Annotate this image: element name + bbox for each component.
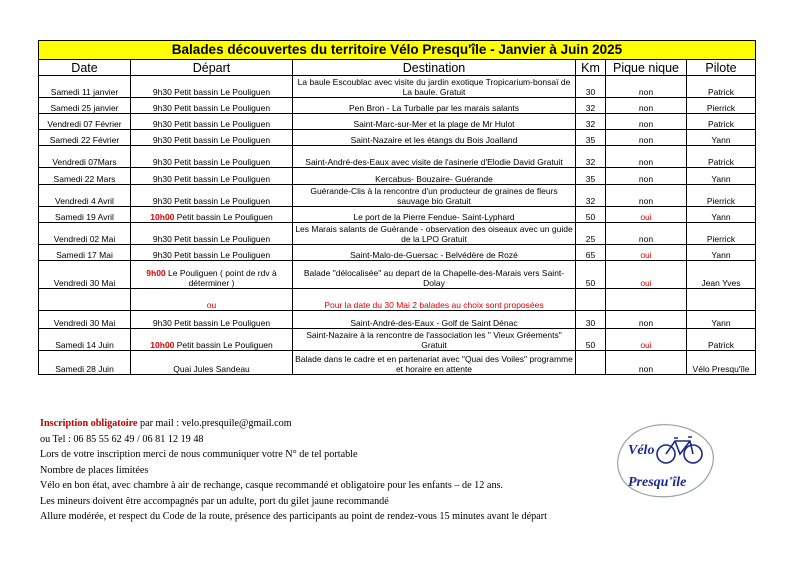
note-portable: Lors de votre inscription merci de nous communiquer votre N° de tel portable	[40, 449, 358, 460]
cell-depart	[131, 185, 293, 207]
depart-place: Quai Jules Sandeau	[173, 364, 250, 374]
depart-place: 9h30 Petit bassin Le Pouliguen	[152, 196, 271, 206]
cell-date: Vendredi 02 Mai	[39, 223, 131, 245]
cell-pique-nique: non	[606, 146, 687, 168]
cell-destination: Saint-Marc-sur-Mer et la plage de Mr Hulot	[293, 114, 576, 130]
cell-pilote: Vélo Presqu'île	[687, 351, 756, 375]
cell-depart	[131, 289, 293, 311]
cell-date: Samedi 17 Mai	[39, 245, 131, 261]
logo-word-presquile: Presqu'île	[628, 475, 687, 490]
depart-time: 10h00	[150, 340, 175, 350]
depart-place: 9h30 Petit bassin Le Pouliguen	[152, 234, 271, 244]
cell-date: Samedi 22 Février	[39, 130, 131, 146]
schedule-table	[38, 40, 756, 375]
cell-km: 25	[576, 223, 606, 245]
cell-pique-nique: non	[606, 98, 687, 114]
table-body	[39, 76, 756, 375]
inscription-text: par mail : velo.presquile@gmail.com	[137, 418, 292, 429]
table-row	[39, 168, 756, 185]
cell-pique-nique	[606, 289, 687, 311]
cell-depart	[131, 223, 293, 245]
logo-word-velo: Vélo	[628, 443, 655, 458]
cell-pique-nique: oui	[606, 207, 687, 223]
cell-km: 30	[576, 76, 606, 98]
depart-place: 9h30 Petit bassin Le Pouliguen	[152, 250, 271, 260]
cell-km: 32	[576, 185, 606, 207]
cell-destination: Saint-André-des-Eaux avec visite de l'asinerie d'Elodie David Gratuit	[293, 146, 576, 168]
cell-km: 35	[576, 130, 606, 146]
cell-destination: Balade "délocalisée" au depart de la Chapelle-des-Marais vers Saint-Dolay	[293, 261, 576, 289]
depart-place: 9h30 Petit bassin Le Pouliguen	[152, 157, 271, 167]
cell-km	[576, 289, 606, 311]
inscription-line	[40, 416, 640, 432]
table-row	[39, 130, 756, 146]
registration-notes	[40, 416, 640, 525]
cell-depart	[131, 351, 293, 375]
depart-place: 9h30 Petit bassin Le Pouliguen	[152, 87, 271, 97]
cell-date: Vendredi 30 Mai	[39, 261, 131, 289]
cell-destination: Les Marais salants de Guérande - observation des oiseaux avec un guide de la LPO Gratuit	[293, 223, 576, 245]
cell-pique-nique: oui	[606, 261, 687, 289]
header-destination: Destination	[293, 60, 576, 76]
cell-km: 32	[576, 146, 606, 168]
depart-place: ou	[206, 300, 217, 310]
table-row	[39, 261, 756, 289]
velo-presquile-logo	[608, 417, 720, 505]
cell-destination: Saint-André-des-Eaux - Golf de Saint Dénac	[293, 311, 576, 329]
note-rules: Allure modérée, et respect du Code de la route, présence des participants au point de rendez-vous 15 minutes avant le départ	[40, 511, 547, 522]
cell-destination: Saint-Nazaire et les étangs du Bois Joalland	[293, 130, 576, 146]
cell-depart	[131, 245, 293, 261]
cell-depart	[131, 146, 293, 168]
depart-place: 9h30 Petit bassin Le Pouliguen	[152, 135, 271, 145]
cell-date: Vendredi 07Mars	[39, 146, 131, 168]
table-row	[39, 98, 756, 114]
cell-pilote: Pierrick	[687, 223, 756, 245]
cell-destination: La baule Escoublac avec visite du jardin exotique Tropicarium-bonsaï de La baule. Gratuit	[293, 76, 576, 98]
cell-km: 50	[576, 207, 606, 223]
depart-place: 9h30 Petit bassin Le Pouliguen	[152, 119, 271, 129]
depart-place: 9h30 Petit bassin Le Pouliguen	[152, 103, 271, 113]
cell-date	[39, 289, 131, 311]
cell-pilote: Patrick	[687, 114, 756, 130]
header-depart: Départ	[131, 60, 293, 76]
table-title: Balades découvertes du territoire Vélo Presqu'île - Janvier à Juin 2025	[39, 41, 756, 60]
cell-date: Vendredi 07 Février	[39, 114, 131, 130]
cell-destination: Le port de la Pierre Fendue- Saint-Lyphard	[293, 207, 576, 223]
depart-place: Petit bassin Le Pouliguen	[174, 340, 273, 350]
cell-pique-nique: non	[606, 76, 687, 98]
cell-depart	[131, 76, 293, 98]
cell-km: 30	[576, 311, 606, 329]
cell-depart	[131, 130, 293, 146]
depart-time: 9h00	[146, 268, 166, 278]
cell-pilote: Pierrick	[687, 98, 756, 114]
depart-place: 9h30 Petit bassin Le Pouliguen	[152, 174, 271, 184]
cell-pique-nique: non	[606, 185, 687, 207]
cell-date: Samedi 19 Avril	[39, 207, 131, 223]
depart-place: Le Pouliguen ( point de rdv à déterminer )	[165, 268, 277, 288]
cell-date: Samedi 28 Juin	[39, 351, 131, 375]
cell-pilote: Yann	[687, 311, 756, 329]
table-row	[39, 76, 756, 98]
table-row	[39, 185, 756, 207]
cell-km: 50	[576, 329, 606, 351]
cell-km: 32	[576, 114, 606, 130]
cell-pique-nique: oui	[606, 245, 687, 261]
cell-destination: Pen Bron - La Turballe par les marais salants	[293, 98, 576, 114]
cell-pique-nique: non	[606, 130, 687, 146]
table-row	[39, 146, 756, 168]
cell-depart	[131, 311, 293, 329]
table-row	[39, 329, 756, 351]
cell-pilote: Patrick	[687, 76, 756, 98]
cell-destination: Saint-Malo-de-Guersac - Belvédère de Rozé	[293, 245, 576, 261]
note-minors: Les mineurs doivent être accompagnés par un adulte, port du gilet jaune recommandé	[40, 495, 389, 507]
cell-pilote: Pierrick	[687, 185, 756, 207]
cell-pilote: Yann	[687, 245, 756, 261]
cell-date: Samedi 14 Juin	[39, 329, 131, 351]
cell-date: Vendredi 4 Avril	[39, 185, 131, 207]
cell-km	[576, 351, 606, 375]
cell-destination: Guérande-Clis à la rencontre d'un producteur de graines de fleurs sauvage bio Gratuit	[293, 185, 576, 207]
note-phone: ou Tel : 06 85 55 62 49 / 06 81 12 19 48	[40, 433, 204, 445]
note-places: Nombre de places limitées	[40, 464, 149, 476]
depart-place: 9h30 Petit bassin Le Pouliguen	[152, 318, 271, 328]
cell-pilote: Yann	[687, 168, 756, 185]
cell-km: 65	[576, 245, 606, 261]
cell-pique-nique: non	[606, 168, 687, 185]
cell-pique-nique: non	[606, 223, 687, 245]
cell-pilote: Yann	[687, 130, 756, 146]
cell-depart	[131, 114, 293, 130]
cell-date: Vendredi 30 Mai	[39, 311, 131, 329]
cell-pique-nique: non	[606, 351, 687, 375]
cell-depart	[131, 207, 293, 223]
table-row	[39, 351, 756, 375]
table-row	[39, 245, 756, 261]
cell-pilote: Jean Yves	[687, 261, 756, 289]
cell-destination: Pour la date du 30 Mai 2 balades au choix sont proposées	[293, 289, 576, 311]
title-row	[39, 41, 756, 60]
cell-date: Samedi 25 janvier	[39, 98, 131, 114]
cell-date: Samedi 11 janvier	[39, 76, 131, 98]
cell-depart	[131, 329, 293, 351]
header-km: Km	[576, 60, 606, 76]
cell-km: 35	[576, 168, 606, 185]
cell-pique-nique: non	[606, 114, 687, 130]
cell-pique-nique: oui	[606, 329, 687, 351]
table-row	[39, 114, 756, 130]
table-row	[39, 223, 756, 245]
cell-km: 50	[576, 261, 606, 289]
table-row	[39, 311, 756, 329]
cell-km: 32	[576, 98, 606, 114]
header-row	[39, 60, 756, 76]
cell-pilote: Patrick	[687, 329, 756, 351]
header-pique-nique: Pique nique	[606, 60, 687, 76]
cell-destination: Balade dans le cadre et en partenariat avec "Quai des Voiles" programme et horaire en attente	[293, 351, 576, 375]
inscription-label: Inscription obligatoire	[40, 418, 138, 429]
cell-pilote: Patrick	[687, 146, 756, 168]
depart-time: 10h00	[150, 212, 175, 222]
cell-date: Samedi 22 Mars	[39, 168, 131, 185]
cell-destination: Saint-Nazaire à la rencontre de l'association les " Vieux Gréements" Gratuit	[293, 329, 576, 351]
note-equipment: Vélo en bon état, avec chambre à air de rechange, casque recommandé et obligatoire pour les enfants – de 12 ans.	[40, 480, 504, 491]
cell-pilote	[687, 289, 756, 311]
cell-pilote: Yann	[687, 207, 756, 223]
cell-depart	[131, 168, 293, 185]
cell-pique-nique: non	[606, 311, 687, 329]
depart-place: Petit bassin Le Pouliguen	[174, 212, 273, 222]
cell-destination: Kercabus- Bouzaire- Guérande	[293, 168, 576, 185]
table-row	[39, 289, 756, 311]
header-date: Date	[39, 60, 131, 76]
header-pilote: Pilote	[687, 60, 756, 76]
table-row	[39, 207, 756, 223]
cell-depart	[131, 261, 293, 289]
cell-depart	[131, 98, 293, 114]
